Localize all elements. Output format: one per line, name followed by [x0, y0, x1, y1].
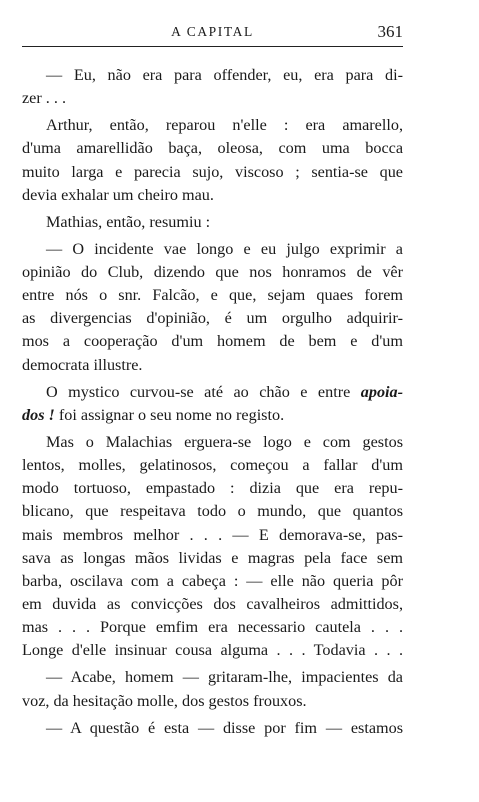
text-line: Longe d'elle insinuar cousa alguma . . . Todavia . . .: [22, 641, 403, 660]
text-line: blicano, que respeitava todo o mundo, que quantos: [22, 502, 403, 521]
text-line: d'uma amarellidão baça, oleosa, com uma bocca: [22, 139, 403, 158]
text-line: — A questão é esta — disse por fim — estamos: [46, 718, 403, 737]
page-number: 361: [377, 22, 403, 41]
running-title: A CAPITAL: [171, 24, 254, 39]
text-line: Arthur, então, reparou n'elle : era amarello,: [46, 116, 403, 135]
text-line: mas . . . Porque emfim era necessario cautela . . .: [22, 618, 403, 637]
text-line: — O incidente vae longo e eu julgo exprimir a: [46, 239, 403, 258]
text-run: O mystico curvou-se até ao chão e entre: [46, 382, 351, 401]
text-line: entre nós o snr. Falcão, e que, sejam quaes forem: [22, 286, 403, 305]
body-text: [22, 64, 403, 740]
text-line: zer . . .: [22, 89, 67, 108]
text-line: mos a cooperação d'um homem de bem e d'um: [22, 332, 403, 351]
text-line: — Eu, não era para offender, eu, era para di-: [46, 66, 403, 84]
text-line: [22, 381, 403, 404]
text-line: opinião do Club, dizendo que nos honramos de vêr: [22, 262, 403, 281]
text-line: em duvida as convicções dos cavalheiros admittidos,: [22, 595, 403, 614]
text-line: muito larga e parecia sujo, viscoso ; sentia-se que: [22, 162, 403, 181]
text-line: as divergencias d'opinião, é um orgulho adquirir-: [22, 309, 403, 328]
text-line: [22, 404, 403, 427]
italic-text-run: dos !: [22, 405, 55, 424]
text-line: democrata illustre.: [22, 355, 143, 374]
header-rule: [22, 46, 403, 47]
text-line: sava as longas mãos lividas e magras pela face sem: [22, 548, 403, 567]
italic-text-run: apoia-: [360, 382, 404, 401]
text-run: foi assignar o seu nome no registo.: [54, 405, 285, 424]
text-line: Mathias, então, resumiu :: [46, 212, 211, 231]
text-line: Mas o Malachias erguera-se logo e com gestos: [46, 432, 403, 451]
text-line: — Acabe, homem — gritaram-lhe, impacientes da: [46, 668, 403, 687]
text-line: mais membros melhor . . . — E demorava-se, pas-: [22, 525, 403, 544]
text-line: devia exhalar um cheiro mau.: [22, 185, 214, 204]
text-line: modo tortuoso, empastado : dizia que era repu-: [22, 479, 403, 498]
text-line: lentos, molles, gelatinosos, começou a fallar d'um: [22, 455, 403, 474]
text-line: voz, da hesitação molle, dos gestos frouxos.: [22, 691, 307, 710]
text-line: barba, oscilava com a cabeça : — elle não queria pôr: [22, 571, 403, 590]
running-head: [22, 22, 403, 44]
